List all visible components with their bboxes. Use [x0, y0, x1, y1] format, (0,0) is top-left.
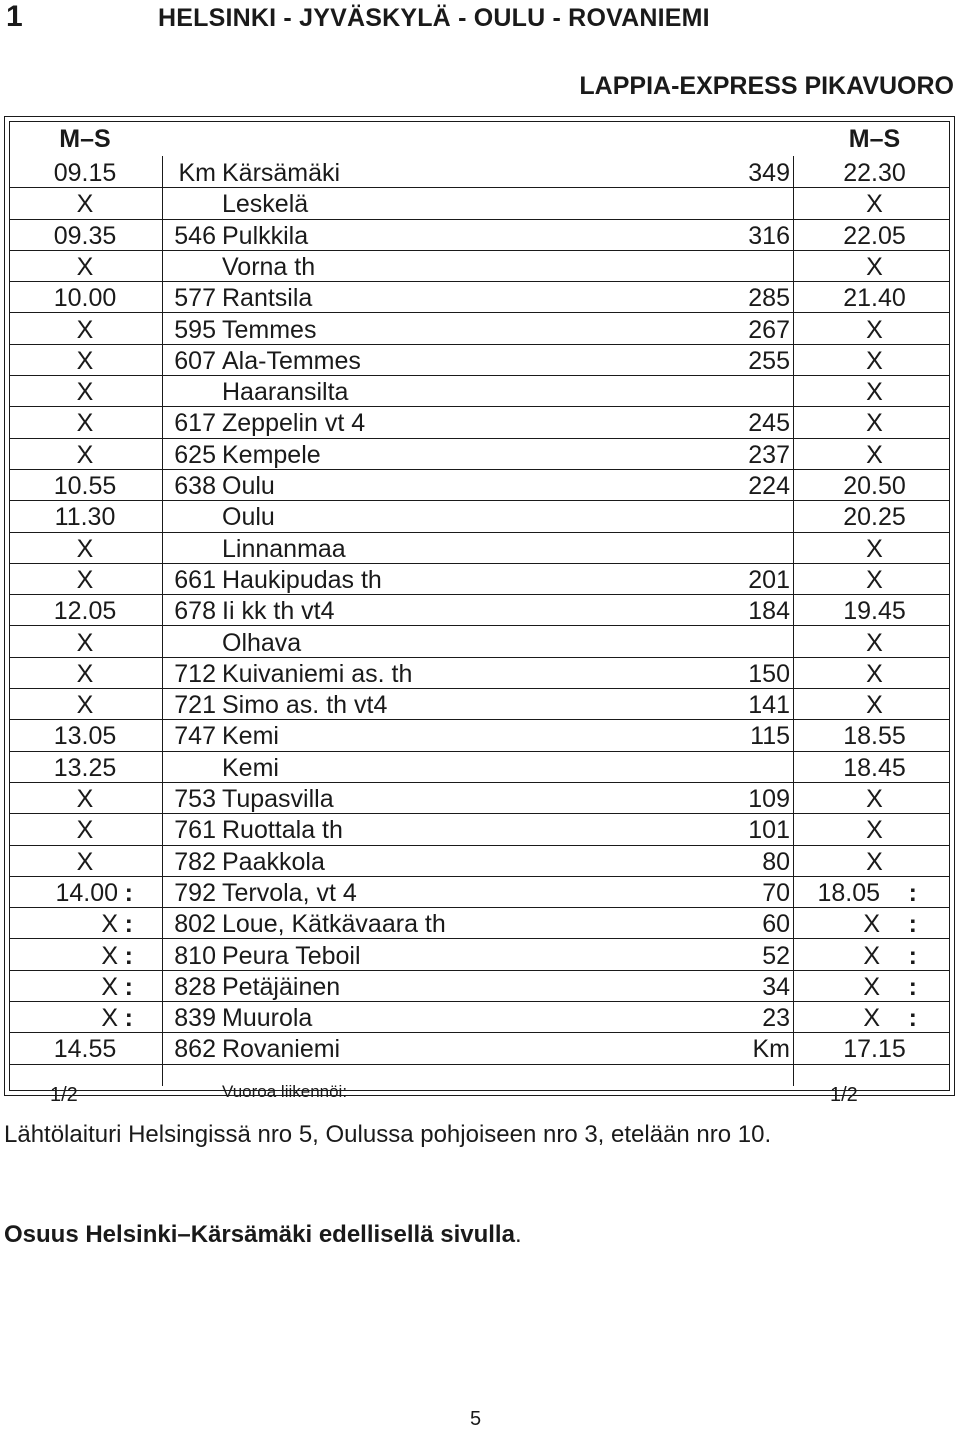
- dep-time: [10, 907, 160, 938]
- stop-name: Peura Teboil: [222, 941, 361, 970]
- stop-name: Oulu: [222, 503, 275, 532]
- table-row: [10, 250, 949, 282]
- ret-time: 20.50: [843, 472, 906, 500]
- ret-time: 18.55: [843, 722, 906, 751]
- ret-time: [797, 939, 952, 970]
- km-return: 60: [762, 910, 790, 939]
- km-return: 245: [748, 409, 790, 438]
- table-row: [10, 500, 949, 532]
- km-outbound: 839: [174, 1004, 216, 1033]
- stop-name: Pulkkila: [222, 221, 309, 250]
- km-return: 109: [748, 785, 790, 813]
- table-row: [10, 344, 949, 376]
- km-outbound: 638: [174, 472, 216, 500]
- km-outbound: 761: [174, 816, 216, 845]
- dep-header: M–S: [59, 125, 111, 153]
- table-row: [10, 813, 949, 845]
- dep-time-value: 14.00: [55, 878, 118, 907]
- km-return: 115: [750, 722, 790, 751]
- dep-time: 10.00: [53, 284, 117, 313]
- km-return: 80: [762, 847, 790, 876]
- stop-name: Paakkola: [222, 847, 325, 876]
- km-outbound: 577: [174, 284, 216, 313]
- km-return: 52: [762, 941, 790, 970]
- dep-time-value: X: [101, 910, 118, 939]
- route-title: HELSINKI - JYVÄSKYLÄ - OULU - ROVANIEMI: [158, 4, 710, 32]
- km-return: [690, 626, 790, 657]
- km-outbound: [162, 187, 216, 218]
- km-outbound: 802: [174, 910, 216, 939]
- km-outbound: 810: [174, 941, 216, 970]
- table-row: [10, 313, 949, 345]
- ret-time: X: [866, 785, 883, 813]
- km-return: 255: [748, 346, 790, 375]
- continuation-mark: :: [908, 1004, 917, 1033]
- km-outbound: [162, 250, 216, 281]
- page-number: 5: [470, 1408, 482, 1430]
- dep-time: X: [76, 534, 94, 563]
- continuation-mark: :: [124, 972, 133, 1001]
- km-return: 237: [748, 440, 790, 469]
- ret-time-value: X: [863, 972, 880, 1001]
- km-return: 224: [748, 472, 790, 500]
- table-header-row: [10, 122, 949, 153]
- km-outbound: Km: [178, 159, 216, 187]
- dep-time: 12.05: [53, 597, 117, 626]
- continuation-mark: :: [124, 941, 133, 970]
- ret-time-value: X: [863, 941, 880, 970]
- km-outbound: 546: [174, 221, 216, 250]
- footer-operator-label: Vuoroa liikennöi:: [222, 1082, 348, 1101]
- km-return: 150: [748, 659, 790, 688]
- ret-time: [797, 970, 952, 1001]
- dep-time: X: [76, 252, 94, 281]
- ret-time: X: [866, 409, 883, 438]
- ret-time: X: [866, 440, 883, 469]
- stop-name: Ii kk th vt4: [222, 597, 335, 626]
- km-outbound: 625: [174, 440, 216, 469]
- table-row: [10, 719, 949, 751]
- dep-time: 14.55: [53, 1035, 117, 1064]
- ret-time: 21.40: [843, 284, 906, 313]
- ret-time: [797, 907, 952, 938]
- dep-time: X: [76, 409, 94, 438]
- ret-time: X: [866, 190, 883, 219]
- km-return: 184: [748, 597, 790, 626]
- continuation-mark: :: [908, 972, 917, 1001]
- table-row: [10, 845, 949, 877]
- stop-name: Haukipudas th: [222, 565, 382, 594]
- continuation-mark: :: [124, 910, 133, 939]
- timetable-frame: [4, 116, 955, 1106]
- table-row: [10, 469, 949, 501]
- ret-time-value: X: [863, 1004, 880, 1033]
- ret-time-value: 18.05: [817, 878, 880, 907]
- ret-time: X: [866, 534, 883, 563]
- dep-time: 09.15: [53, 159, 117, 187]
- dep-time: X: [76, 346, 94, 375]
- ret-time: X: [866, 565, 883, 594]
- km-outbound: [162, 532, 216, 563]
- km-return: 70: [762, 878, 790, 907]
- stop-name: Petäjäinen: [222, 972, 341, 1001]
- ret-time: 22.05: [843, 221, 906, 250]
- ret-time: X: [866, 691, 883, 720]
- km-return: 34: [762, 972, 790, 1001]
- table-row: [10, 406, 949, 438]
- stop-name: Rantsila: [222, 284, 313, 313]
- km-return: 23: [762, 1004, 790, 1033]
- stop-name: Kemi: [222, 753, 279, 782]
- stop-name: Kemi: [222, 722, 279, 751]
- dep-time: X: [76, 816, 94, 845]
- ret-time: X: [866, 816, 883, 845]
- dep-time: X: [76, 785, 94, 813]
- dep-time-value: X: [101, 972, 118, 1001]
- km-return: [690, 187, 790, 218]
- ret-time: [797, 1001, 952, 1032]
- stop-name: Kempele: [222, 440, 321, 469]
- stop-name: Oulu: [222, 472, 275, 500]
- stop-name: Linnanmaa: [222, 534, 346, 563]
- stop-name: Haaransilta: [222, 378, 349, 407]
- stop-name: Kärsämäki: [222, 159, 341, 187]
- table-row: [10, 532, 949, 564]
- table-row: [10, 594, 949, 626]
- dep-time: X: [76, 190, 94, 219]
- table-row: [10, 563, 949, 595]
- stop-name: Tupasvilla: [222, 785, 334, 813]
- dep-time: [10, 970, 160, 1001]
- table-row: [10, 281, 949, 313]
- table-row: [10, 876, 949, 908]
- section-note-end: .: [514, 1221, 522, 1248]
- km-return: 285: [748, 284, 790, 313]
- continuation-mark: :: [908, 878, 917, 907]
- ret-time: 17.15: [843, 1035, 906, 1064]
- km-outbound: [162, 375, 216, 406]
- km-return: Km: [752, 1035, 790, 1064]
- footer-right: 1/2: [830, 1084, 858, 1106]
- table-row: [10, 156, 949, 188]
- table-row: [10, 375, 949, 407]
- stop-name: Olhava: [222, 628, 302, 657]
- ret-header: M–S: [848, 125, 901, 153]
- dep-time: X: [76, 315, 94, 344]
- ret-time: [797, 876, 952, 907]
- table-row: [10, 626, 949, 658]
- table-row: [10, 1001, 949, 1033]
- ret-time: 18.45: [843, 753, 906, 782]
- table-row: [10, 939, 949, 971]
- table-row: [10, 688, 949, 720]
- km-return: 349: [748, 159, 790, 187]
- km-return: [690, 751, 790, 782]
- stop-name: Kuivaniemi as. th: [222, 659, 413, 688]
- km-outbound: 747: [174, 722, 216, 751]
- section-note: [4, 1221, 522, 1249]
- km-outbound: [162, 751, 216, 782]
- footer-left: 1/2: [50, 1084, 78, 1106]
- ret-time: X: [866, 378, 883, 407]
- ret-time-value: X: [863, 910, 880, 939]
- dep-time: [10, 876, 160, 907]
- km-outbound: 595: [174, 315, 216, 344]
- stop-name: Ruottala th: [222, 816, 343, 845]
- dep-time: 09.35: [53, 221, 117, 250]
- km-outbound: 607: [174, 346, 216, 375]
- continuation-mark: :: [908, 910, 917, 939]
- table-row: [10, 657, 949, 689]
- continuation-mark: :: [124, 878, 133, 907]
- table-row: [10, 970, 949, 1002]
- continuation-mark: :: [908, 941, 917, 970]
- km-outbound: 753: [174, 785, 216, 813]
- km-outbound: 828: [174, 972, 216, 1001]
- service-name: LAPPIA-EXPRESS PIKAVUORO: [579, 72, 954, 100]
- dep-time: 11.30: [54, 503, 116, 532]
- ret-time: X: [866, 315, 883, 344]
- stop-name: Tervola, vt 4: [222, 878, 357, 907]
- stop-name: Loue, Kätkävaara th: [222, 910, 446, 939]
- table-row: [10, 219, 949, 251]
- table-row: [10, 438, 949, 470]
- dep-time-value: X: [101, 941, 118, 970]
- ret-time: X: [866, 346, 883, 375]
- stop-name: Vorna th: [222, 252, 316, 281]
- section-note-text: Osuus Helsinki–Kärsämäki edellisellä sivulla: [4, 1221, 515, 1248]
- km-return: [690, 375, 790, 406]
- ret-time: X: [866, 628, 883, 657]
- dep-time: 13.05: [53, 722, 117, 751]
- table-row: [10, 782, 949, 814]
- km-outbound: 782: [174, 847, 216, 876]
- km-return: [690, 250, 790, 281]
- ret-time: 22.30: [843, 159, 906, 187]
- ret-time: 20.25: [843, 503, 906, 532]
- km-return: 141: [748, 691, 790, 720]
- km-return: [690, 500, 790, 531]
- dep-time: 13.25: [53, 753, 117, 782]
- dep-time: X: [76, 378, 94, 407]
- stop-name: Ala-Temmes: [222, 346, 361, 375]
- ret-time: 19.45: [843, 597, 906, 626]
- stop-name: Simo as. th vt4: [222, 691, 388, 720]
- km-outbound: 678: [174, 597, 216, 626]
- dep-time: X: [76, 565, 94, 594]
- dep-time: X: [76, 659, 94, 688]
- km-return: 101: [748, 816, 790, 845]
- dep-time: [10, 1001, 160, 1032]
- km-return: 267: [748, 315, 790, 344]
- continuation-mark: :: [124, 1004, 133, 1033]
- km-outbound: [162, 626, 216, 657]
- table-row: [10, 187, 949, 219]
- stop-name: Temmes: [222, 315, 317, 344]
- km-outbound: [162, 500, 216, 531]
- km-return: [690, 532, 790, 563]
- km-outbound: 792: [174, 878, 216, 907]
- dep-time-value: X: [101, 1004, 118, 1033]
- km-outbound: 862: [174, 1035, 216, 1064]
- dep-time: X: [76, 628, 94, 657]
- dep-time: X: [76, 691, 94, 720]
- ret-time: X: [866, 252, 883, 281]
- dep-time: X: [76, 847, 94, 876]
- ret-time: X: [866, 847, 883, 876]
- stop-name: Leskelä: [222, 190, 309, 219]
- km-outbound: 712: [174, 659, 216, 688]
- dep-time: 10.55: [53, 472, 117, 500]
- ret-time: X: [866, 659, 883, 688]
- table-row: [10, 1032, 949, 1064]
- table-row: [10, 751, 949, 783]
- stop-name: Zeppelin vt 4: [222, 409, 366, 438]
- km-return: 201: [748, 565, 790, 594]
- timetable: [9, 121, 950, 1106]
- table-row: [10, 907, 949, 939]
- km-outbound: 721: [174, 691, 216, 720]
- dep-time: [10, 939, 160, 970]
- km-outbound: 617: [174, 409, 216, 438]
- km-return: 316: [748, 221, 790, 250]
- platform-note: Lähtölaituri Helsingissä nro 5, Oulussa pohjoiseen nro 3, etelään nro 10.: [4, 1121, 772, 1148]
- stop-name: Rovaniemi: [222, 1035, 341, 1064]
- km-outbound: 661: [174, 565, 216, 594]
- dep-time: X: [76, 440, 94, 469]
- route-number: 1: [6, 0, 23, 33]
- stop-name: Muurola: [222, 1004, 313, 1033]
